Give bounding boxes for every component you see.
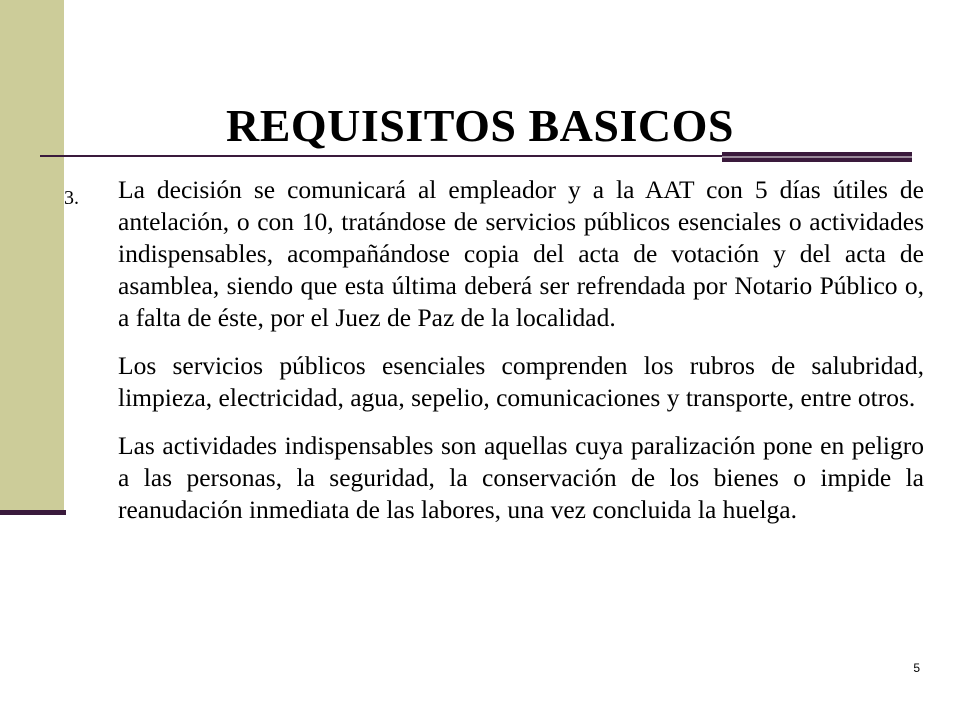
paragraph-notice: La decisión se comunicará al empleador y a la AAT con 5 días útiles de antelación, o con 10, tratándose de servicios públicos esenciales o actividades indispensables, acompañándose copia del acta de votación y del acta de asamblea, siendo que esta última deberá ser refrendada por Notario Público o, a falta de éste, por el Juez de Paz de la localidad.: [118, 175, 924, 332]
title-underline-accent-highlight: [722, 156, 912, 158]
slide-body: [118, 174, 924, 526]
paragraph-indispensable-activities: Las actividades indispensables son aquellas cuya paralización pone en peligro a las personas, la seguridad, la conservación de los bienes o impide la reanudación inmediata de las labores, una vez concluida la huelga.: [118, 431, 924, 524]
page-number: 5: [913, 661, 920, 675]
paragraph-essential-services: Los servicios públicos esenciales comprenden los rubros de salubridad, limpieza, electricidad, agua, sepelio, comunicaciones y transporte, entre otros.: [118, 351, 924, 412]
slide-title: REQUISITOS BASICOS: [226, 100, 734, 151]
left-accent-band: [0, 0, 64, 512]
left-accent-rule: [0, 510, 66, 515]
list-item-number: 3.: [64, 187, 79, 209]
